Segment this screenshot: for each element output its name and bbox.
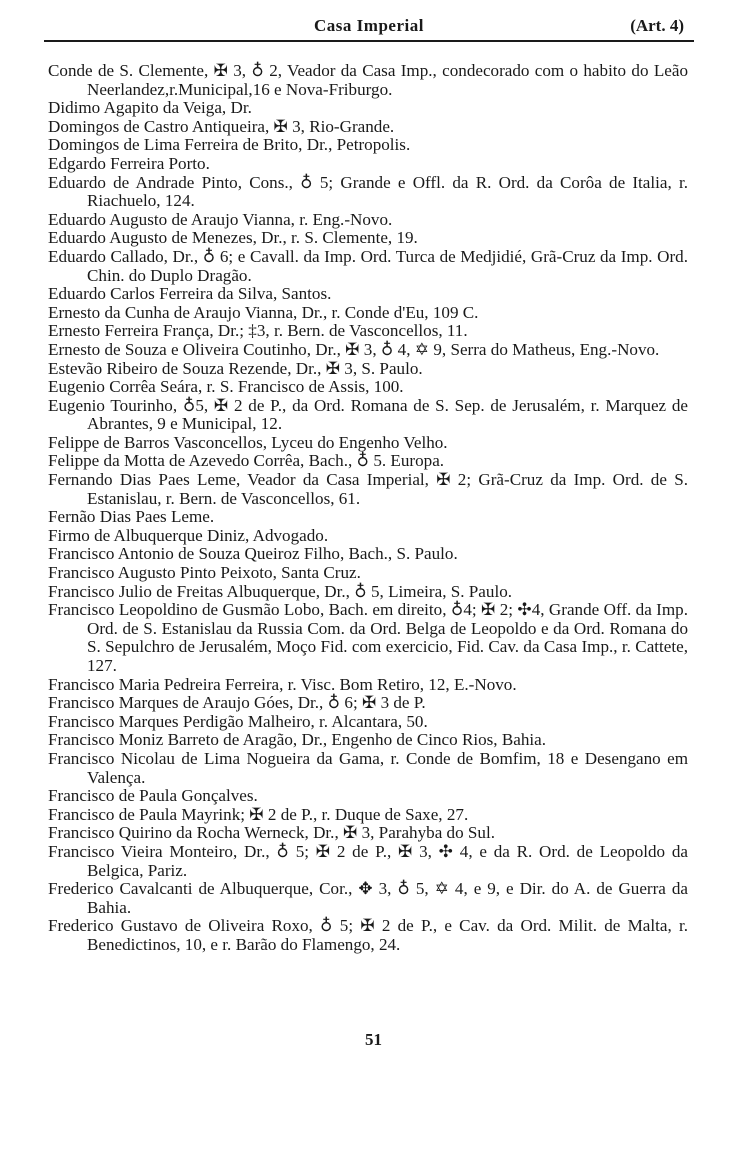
page-header bbox=[44, 12, 694, 42]
list-item: Eugenio Tourinho, ♁5, ✠ 2 de P., da Ord. Romana de S. Sep. de Jerusalém, r. Marquez de Abrantes, 9 e Municipal, 12. bbox=[48, 395, 688, 434]
list-item: Fernão Dias Paes Leme. bbox=[48, 507, 215, 527]
list-item: Francisco Antonio de Souza Queiroz Filho, Bach., S. Paulo. bbox=[48, 544, 458, 564]
list-item: Francisco Moniz Barreto de Aragão, Dr., Engenho de Cinco Rios, Bahia. bbox=[48, 730, 546, 750]
list-item: Francisco de Paula Mayrink; ✠ 2 de P., r. Duque de Saxe, 27. bbox=[48, 804, 469, 824]
list-item: Ernesto de Souza e Oliveira Coutinho, Dr., ✠ 3, ♁ 4, ✡ 9, Serra do Matheus, Eng.-Novo. bbox=[48, 339, 660, 359]
list-item: Didimo Agapito da Veiga, Dr. bbox=[48, 98, 252, 118]
list-item: Eduardo Augusto de Menezes, Dr., r. S. Clemente, 19. bbox=[48, 228, 418, 248]
list-item: Eduardo Carlos Ferreira da Silva, Santos. bbox=[48, 284, 332, 304]
list-item: Domingos de Lima Ferreira de Brito, Dr., Petropolis. bbox=[48, 135, 411, 155]
list-item: Francisco Quirino da Rocha Werneck, Dr., ✠ 3, Parahyba do Sul. bbox=[48, 823, 495, 843]
list-item: Ernesto da Cunha de Araujo Vianna, Dr., r. Conde d'Eu, 109 C. bbox=[48, 302, 479, 322]
list-item: Edgardo Ferreira Porto. bbox=[48, 153, 210, 173]
list-item: Francisco Marques Perdigão Malheiro, r. Alcantara, 50. bbox=[48, 711, 428, 731]
list-item: Firmo de Albuquerque Diniz, Advogado. bbox=[48, 525, 329, 545]
running-title: Casa Imperial bbox=[314, 16, 424, 35]
list-item: Felippe de Barros Vasconcellos, Lyceu do Engenho Velho. bbox=[48, 432, 448, 452]
list-item: Domingos de Castro Antiqueira, ✠ 3, Rio-Grande. bbox=[48, 116, 395, 136]
list-item: Conde de S. Clemente, ✠ 3, ♁ 2, Veador da Casa Imp., condecorado com o habito do Leão Neerlandez,r.Municipal,16 e Nova-Friburgo. bbox=[48, 61, 688, 99]
list-item: Eduardo Callado, Dr., ♁ 6; e Cavall. da Imp. Ord. Turca de Medjidié, Grã-Cruz da Imp. Ord. Chin. do Duplo Dragão. bbox=[48, 246, 688, 285]
list-item: Francisco Augusto Pinto Peixoto, Santa Cruz. bbox=[48, 563, 361, 583]
list-item: Fernando Dias Paes Leme, Veador da Casa Imperial, ✠ 2; Grã-Cruz da Imp. Ord. de S. Estanislau, r. Bern. de Vasconcellos, 61. bbox=[48, 470, 688, 508]
list-item: Francisco de Paula Gonçalves. bbox=[48, 786, 258, 806]
list-item: Eduardo Augusto de Araujo Vianna, r. Eng.-Novo. bbox=[48, 209, 393, 229]
list-item: Francisco Maria Pedreira Ferreira, r. Visc. Bom Retiro, 12, E.-Novo. bbox=[48, 674, 517, 694]
list-item: Eduardo de Andrade Pinto, Cons., ♁ 5; Grande e Offl. da R. Ord. da Corôa de Italia, r. Riachuelo, 124. bbox=[48, 172, 688, 211]
list-item: Eugenio Corrêa Seára, r. S. Francisco de Assis, 100. bbox=[48, 377, 404, 397]
list-item: Frederico Cavalcanti de Albuquerque, Cor., ✥ 3, ♁ 5, ✡ 4, e 9, e Dir. do A. de Guerra da Bahia. bbox=[48, 879, 688, 917]
list-item: Ernesto Ferreira França, Dr.; ‡3, r. Bern. de Vasconcellos, 11. bbox=[48, 321, 468, 341]
list-item: Francisco Vieira Monteiro, Dr., ♁ 5; ✠ 2 de P., ✠ 3, ✣ 4, e da R. Ord. de Leopoldo da Belgica, Pariz. bbox=[48, 841, 688, 880]
list-item: Frederico Gustavo de Oliveira Roxo, ♁ 5; ✠ 2 de P., e Cav. da Ord. Milit. de Malta, r. Benedictinos, 10, e r. Barão do Flamengo, 24. bbox=[48, 916, 688, 954]
list-item: Francisco Nicolau de Lima Nogueira da Gama, r. Conde de Bomfim, 18 e Desengano em Valença. bbox=[48, 748, 688, 787]
list-item: Francisco Leopoldino de Gusmão Lobo, Bach. em direito, ♁4; ✠ 2; ✣4, Grande Off. da Imp. Ord. de S. Estanislau da Russia Com. da Ord. Belga de Leopoldo e da Ord. Romana do S. Sepulchro de Jerusalém, Moço Fid. com exercicio, Fid. Cav. da Casa Imp., r. Cattete, 127. bbox=[48, 600, 688, 675]
list-item: Francisco Julio de Freitas Albuquerque, Dr., ♁ 5, Limeira, S. Paulo. bbox=[48, 581, 513, 601]
list-item: Estevão Ribeiro de Souza Rezende, Dr., ✠ 3, S. Paulo. bbox=[48, 358, 423, 378]
section-mark: (Art. 4) bbox=[630, 16, 684, 35]
list-item: Felippe da Motta de Azevedo Corrêa, Bach., ♁ 5. Europa. bbox=[48, 451, 445, 471]
page-number: 51 bbox=[365, 1030, 382, 1049]
list-item: Francisco Marques de Araujo Góes, Dr., ♁ 6; ✠ 3 de P. bbox=[48, 693, 426, 713]
entry-list bbox=[48, 62, 688, 955]
